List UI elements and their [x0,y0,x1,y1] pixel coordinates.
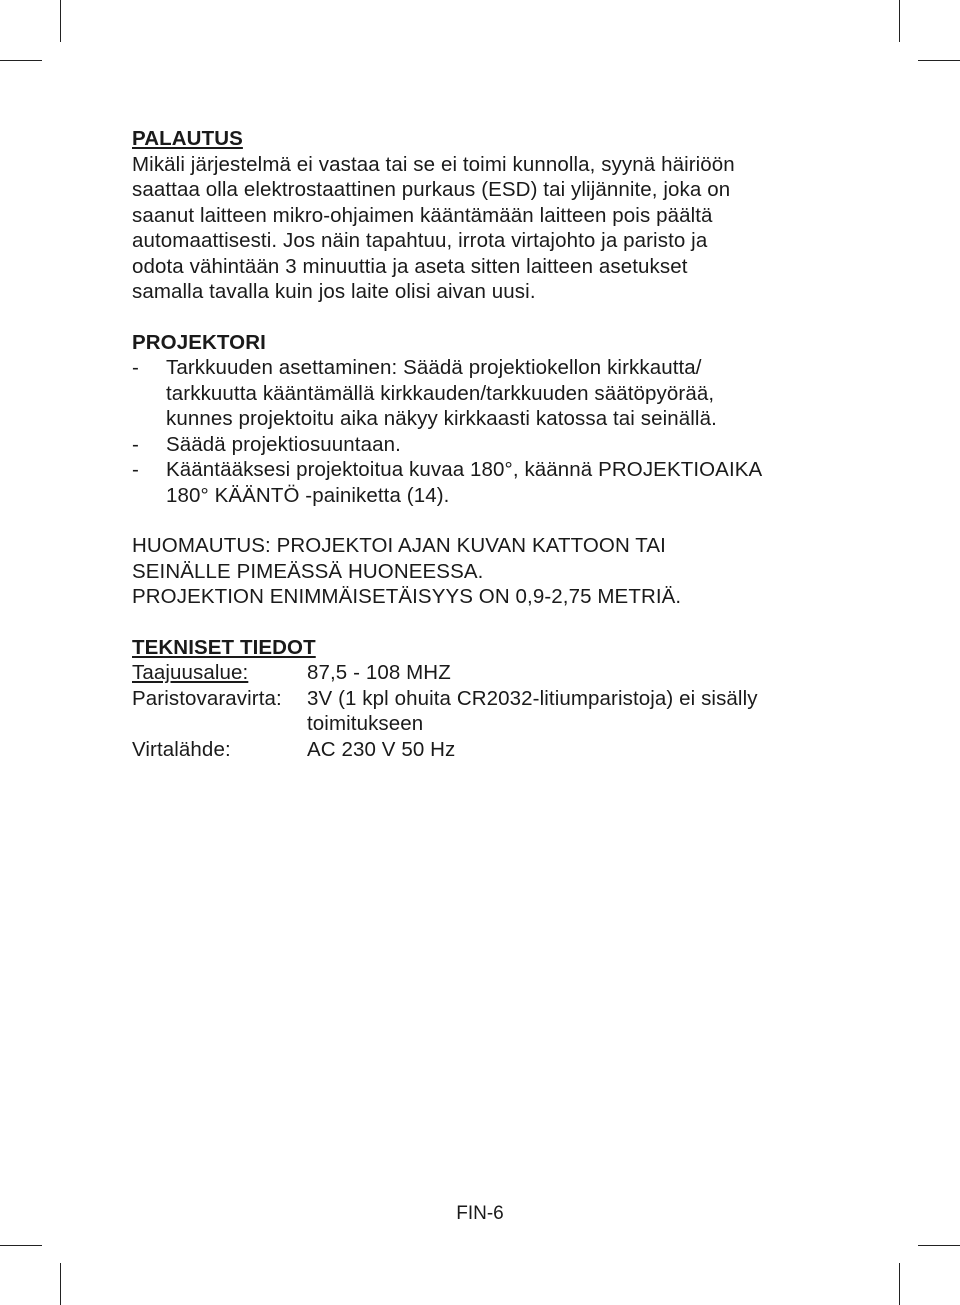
spec-label: Paristovaravirta: [132,686,282,710]
list-item-text [166,457,852,508]
crop-mark-left-bottom [0,1245,42,1246]
crop-mark-top-right [899,0,900,42]
palautus-line: samalla tavalla kuin jos laite olisi aivan uusi. [132,280,536,303]
spec-value-line: 87,5 - 108 MHZ [307,661,451,684]
page-number: FIN-6 [456,1203,504,1224]
list-item [132,432,852,458]
spec-row [132,660,852,686]
section-tekniset-tiedot [132,635,852,763]
crop-mark-bottom-left [60,1263,61,1305]
list-item-text [166,355,852,432]
list-dash: - [132,432,139,456]
spec-value-line: toimitukseen [307,712,424,735]
palautus-line: Mikäli järjestelmä ei vastaa tai se ei toimi kunnolla, syynä häiriöön [132,152,735,176]
list-item [132,355,852,432]
crop-mark-bottom-right [899,1263,900,1305]
spec-value [307,686,852,737]
list-item-line: kunnes projektoitu aika näkyy kirkkaasti katossa tai seinällä. [166,407,717,430]
spec-row [132,737,852,763]
list-item [132,457,852,508]
list-item-line: Säädä projektiosuuntaan. [166,432,401,456]
huomautus-line: SEINÄLLE PIMEÄSSÄ HUONEESSA. [132,559,484,583]
spec-row [132,686,852,737]
spec-value-line: 3V (1 kpl ohuita CR2032-litiumparistoja) ei sisälly [307,686,758,710]
spec-label: Virtalähde: [132,737,231,761]
crop-mark-top-left [60,0,61,42]
palautus-line: automaattisesti. Jos näin tapahtuu, irrota virtajohto ja paristo ja [132,229,708,252]
section-huomautus [132,533,852,610]
palautus-line: saattaa olla elektrostaattinen purkaus (ESD) tai ylijännite, joka on [132,178,731,201]
crop-mark-right-bottom [918,1245,960,1246]
section-projektori [132,330,852,509]
huomautus-line: HUOMAUTUS: PROJEKTOI AJAN KUVAN KATTOON TAI [132,534,666,557]
list-dash: - [132,356,139,379]
crop-mark-left-top [0,60,42,61]
heading-tekniset-tiedot: TEKNISET TIEDOT [132,635,316,659]
spec-label: Taajuusalue: [132,661,249,684]
heading-projektori: PROJEKTORI [132,330,266,354]
list-item-line: 180° KÄÄNTÖ -painiketta (14). [166,483,450,507]
crop-mark-right-top [918,60,960,61]
list-dash: - [132,458,139,481]
list-item-line: Tarkkuuden asettaminen: Säädä projektiokellon kirkkautta/ [166,356,702,379]
list-item-text [166,432,852,458]
spec-value [307,737,852,763]
heading-palautus: PALAUTUS [132,127,243,150]
spec-value [307,660,852,686]
list-item-line: Kääntääksesi projektoitua kuvaa 180°, käännä PROJEKTIOAIKA [166,458,763,481]
palautus-line: saanut laitteen mikro-ohjaimen kääntämään laitteen pois päältä [132,203,713,227]
huomautus-line: PROJEKTION ENIMMÄISETÄISYYS ON 0,9-2,75 METRIÄ. [132,585,682,608]
list-item-line: tarkkuutta kääntämällä kirkkauden/tarkkuuden säätöpyörää, [166,381,715,405]
section-palautus [132,126,852,305]
document-body [132,126,852,762]
palautus-line: odota vähintään 3 minuuttia ja aseta sitten laitteen asetukset [132,254,688,278]
spec-value-line: AC 230 V 50 Hz [307,737,456,761]
